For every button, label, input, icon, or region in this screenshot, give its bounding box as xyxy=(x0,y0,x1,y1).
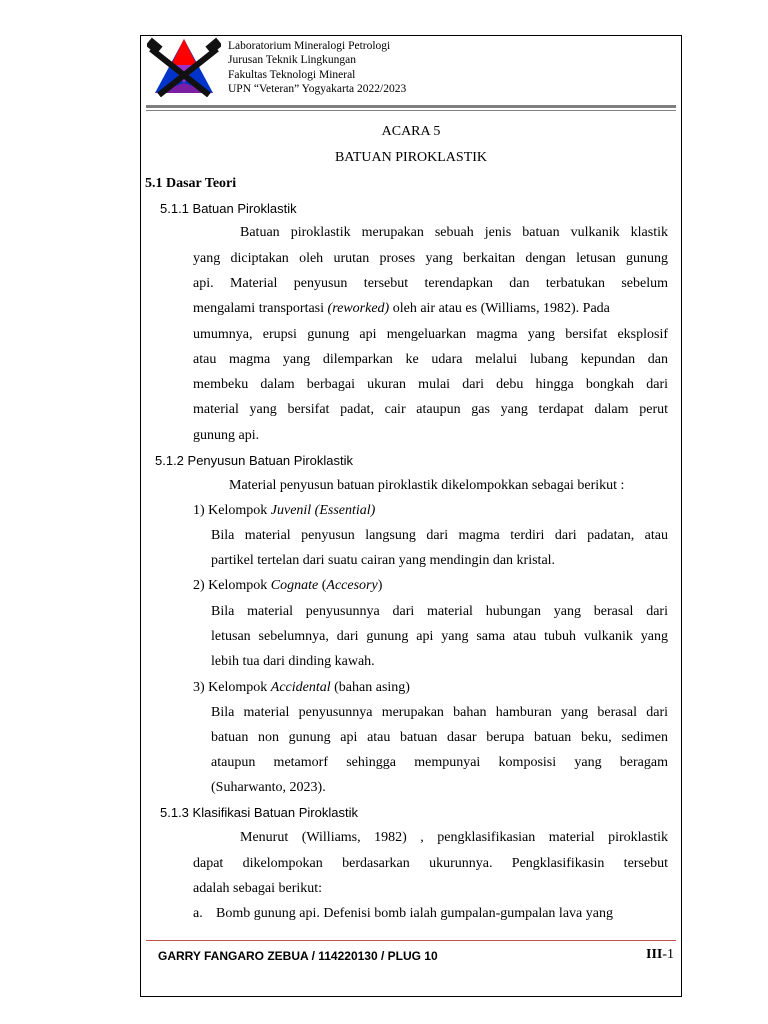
paragraph-line: adalah sebagai berikut: xyxy=(193,881,323,896)
italic-term: (reworked) xyxy=(327,301,390,316)
document-subtitle: BATUAN PIROKLASTIK xyxy=(334,150,488,165)
list-item-heading xyxy=(193,680,410,696)
italic-term: Cognate xyxy=(270,578,319,593)
paragraph-line: Bila material penyusunnya dari material hubungan yang berasal dari xyxy=(211,604,668,619)
paragraph-line: ataupun metamorf sehingga mempunyai komposisi yang beragam xyxy=(211,755,668,770)
institution-header xyxy=(228,39,406,96)
header-line: Jurusan Teknik Lingkungan xyxy=(228,54,357,67)
paragraph-line: Material penyusun batuan piroklastik dikelompokkan sebagai berikut : xyxy=(229,478,625,493)
header-divider xyxy=(146,105,676,108)
header-divider-thin xyxy=(146,110,676,111)
page-number-prefix: III xyxy=(646,947,663,962)
text-span: (bahan asing) xyxy=(330,680,410,695)
paragraph-line: Bomb gunung api. Defenisi bomb ialah gumpalan-gumpalan lava yang xyxy=(216,906,613,921)
section-heading: 5.1 Dasar Teori xyxy=(145,176,237,191)
paragraph-line: batuan non gunung api atau batuan dasar berupa batuan beku, sedimen xyxy=(211,730,668,745)
text-span: oleh air atau es (Williams, 1982). Pada xyxy=(389,301,610,316)
paragraph-line: Menurut (Williams, 1982) , pengklasifikasian material piroklastik xyxy=(240,830,668,845)
paragraph-line: membeku dalam berbagai ukuran mulai dari debu hingga bongkah dari xyxy=(193,377,668,392)
lab-logo xyxy=(147,37,221,97)
text-span: ( xyxy=(318,578,327,593)
page-number-suffix: -1 xyxy=(662,947,675,962)
header-line: Laboratorium Mineralogi Petrologi xyxy=(228,40,391,52)
text-span: 1) Kelompok xyxy=(193,503,271,518)
text-span: 3) Kelompok xyxy=(193,680,271,695)
paragraph-line: yang diciptakan oleh urutan proses yang berkaitan dengan letusan gunung xyxy=(193,251,668,266)
paragraph-line: letusan sebelumnya, dari gunung api yang sama atau tubuh vulkanik yang xyxy=(211,629,668,644)
paragraph-line: Batuan piroklastik merupakan sebuah jenis batuan vulkanik klastik xyxy=(240,225,668,240)
page-number xyxy=(646,947,674,963)
list-item-heading xyxy=(193,503,375,519)
paragraph-line: lebih tua dari dinding kawah. xyxy=(211,654,375,669)
footer-divider xyxy=(146,940,676,941)
paragraph-line: atau magma yang dilemparkan ke udara melalui lubang kepundan dan xyxy=(193,352,668,367)
paragraph-line: Bila material penyusunnya merupakan bahan hamburan yang berasal dari xyxy=(211,705,668,720)
paragraph-line: api. Material penyusun tersebut terendapkan dan terbatukan sebelum xyxy=(193,276,668,291)
italic-term: Accesory xyxy=(326,578,378,593)
header-line: Fakultas Teknologi Mineral xyxy=(228,68,356,81)
list-item-heading xyxy=(193,578,382,594)
text-span: mengalami transportasi xyxy=(193,301,328,316)
paragraph-line: gunung api. xyxy=(193,428,260,443)
text-span xyxy=(193,301,610,317)
italic-term: Accidental xyxy=(270,680,331,695)
paragraph-line xyxy=(193,301,668,317)
subsection-heading: 5.1.1 Batuan Piroklastik xyxy=(160,201,297,216)
italic-term: Juvenil (Essential) xyxy=(270,503,376,518)
paragraph-line: material yang bersifat padat, cair ataupun gas yang terdapat dalam perut xyxy=(193,402,668,417)
paragraph-line: (Suharwanto, 2023). xyxy=(211,780,326,795)
paragraph-line: partikel tertelan dari suatu cairan yang mendingin dan kristal. xyxy=(211,553,556,568)
footer-author: GARRY FANGARO ZEBUA / 114220130 / PLUG 10 xyxy=(158,949,438,963)
paragraph-line: dapat dikelompokan berdasarkan ukurunnya. Pengklasifikasin tersebut xyxy=(193,856,668,871)
paragraph-line: umumnya, erupsi gunung api mengeluarkan magma yang bersifat eksplosif xyxy=(193,327,668,342)
text-span: ) xyxy=(377,578,383,593)
list-item-label: a. xyxy=(193,906,203,921)
text-span: 2) Kelompok xyxy=(193,578,271,593)
document-title: ACARA 5 xyxy=(381,124,441,139)
subsection-heading: 5.1.2 Penyusun Batuan Piroklastik xyxy=(155,453,354,468)
subsection-heading: 5.1.3 Klasifikasi Batuan Piroklastik xyxy=(160,805,358,820)
paragraph-line: Bila material penyusun langsung dari magma terdiri dari padatan, atau xyxy=(211,528,668,543)
header-line: UPN “Veteran” Yogyakarta 2022/2023 xyxy=(228,82,407,95)
